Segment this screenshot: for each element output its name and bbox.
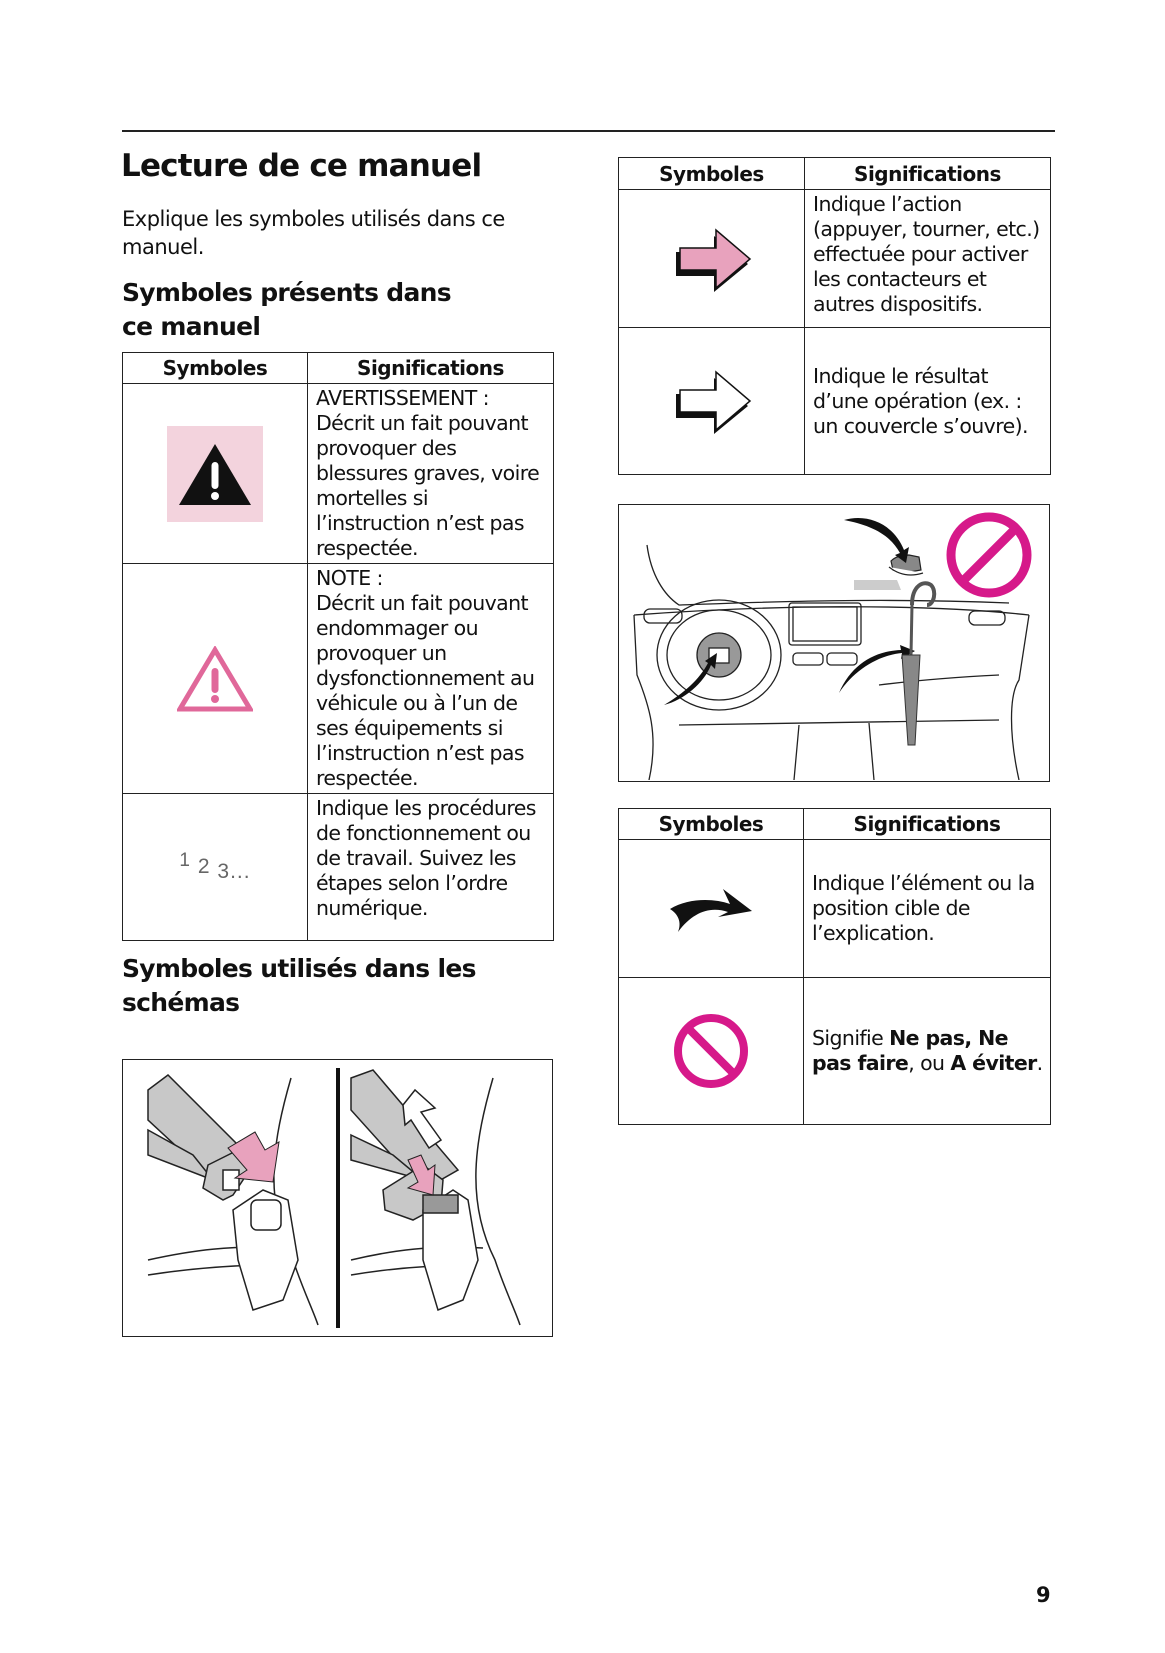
result-arrow-icon	[672, 368, 752, 434]
step-numbers-icon: 1 2 3...	[179, 850, 251, 883]
meaning-cell	[804, 978, 1051, 1125]
table-row	[619, 328, 1051, 475]
dashboard-figure	[618, 504, 1050, 782]
meaning-cell	[308, 564, 554, 794]
section-heading-diagrams: Symboles utilisés dans les schémas	[122, 954, 476, 1017]
symbol-cell	[619, 978, 804, 1125]
meaning-cell	[308, 794, 554, 941]
column-header-meanings: Significations	[804, 809, 1051, 840]
table-row	[123, 794, 554, 941]
symbol-cell	[619, 328, 805, 475]
meaning-cell	[308, 384, 554, 564]
action-arrow-text: Indique l’action (appuyer, tourner, etc.) effectuée pour activer les contacteurs et autres dispositifs.	[813, 192, 1040, 316]
header-rule	[122, 130, 1055, 132]
table-row	[619, 840, 1051, 978]
caution-icon	[177, 646, 253, 712]
prohibition-icon	[671, 1011, 751, 1091]
result-arrow-text: Indique le résultat d’une opération (ex. : un couvercle s’ouvre).	[813, 363, 1028, 438]
action-arrow-icon	[672, 226, 752, 292]
note-label: NOTE :	[316, 566, 383, 590]
symbol-cell	[619, 840, 804, 978]
steps-text: Indique les procédures de fonctionnement ou de travail. Suivez les étapes selon l’ordre numérique.	[316, 796, 536, 920]
prohibition-icon	[951, 517, 1027, 593]
dashboard-illustration	[619, 505, 1048, 780]
column-header-symbols: Symboles	[619, 158, 805, 190]
meaning-cell	[805, 328, 1051, 475]
symbol-cell	[123, 794, 308, 941]
symbol-cell	[123, 384, 308, 564]
column-header-meanings: Significations	[308, 353, 554, 384]
meaning-cell	[804, 840, 1051, 978]
symbols-table	[122, 352, 554, 941]
meaning-cell	[805, 190, 1051, 328]
seatbelt-figure	[122, 1059, 553, 1337]
warning-icon	[167, 426, 263, 522]
column-header-meanings: Significations	[805, 158, 1051, 190]
pointer-arrow-icon	[668, 884, 754, 934]
page-number: 9	[1036, 1583, 1051, 1607]
pointer-arrow-text: Indique l’élément ou la position cible de l’explication.	[812, 871, 1035, 945]
warning-text: Décrit un fait pouvant provoquer des blessures graves, voire mortelles si l’instruction n’est pas respectée.	[316, 411, 540, 560]
table-row	[619, 978, 1051, 1125]
arrows-table	[618, 157, 1051, 475]
table-row	[619, 190, 1051, 328]
warning-label: AVERTISSEMENT :	[316, 386, 489, 410]
diagram-symbols-table	[618, 808, 1051, 1125]
intro-text: Explique les symboles utilisés dans ce manuel.	[122, 207, 505, 259]
note-text: Décrit un fait pouvant endommager ou provoquer un dysfonctionnement au véhicule ou à l’un de ses équipements si l’instruction n’est pas respectée.	[316, 591, 535, 790]
symbol-cell	[123, 564, 308, 794]
table-row	[123, 384, 554, 564]
prohibition-text: Signifie Ne pas, Ne pas faire, ou A éviter.	[812, 1026, 1043, 1075]
symbol-cell	[619, 190, 805, 328]
section-heading-symbols: Symboles présents dans ce manuel	[122, 278, 451, 341]
seatbelt-buckle-illustration	[123, 1060, 551, 1335]
table-row	[123, 564, 554, 794]
page-title: Lecture de ce manuel	[121, 148, 482, 184]
column-header-symbols: Symboles	[123, 353, 308, 384]
column-header-symbols: Symboles	[619, 809, 804, 840]
